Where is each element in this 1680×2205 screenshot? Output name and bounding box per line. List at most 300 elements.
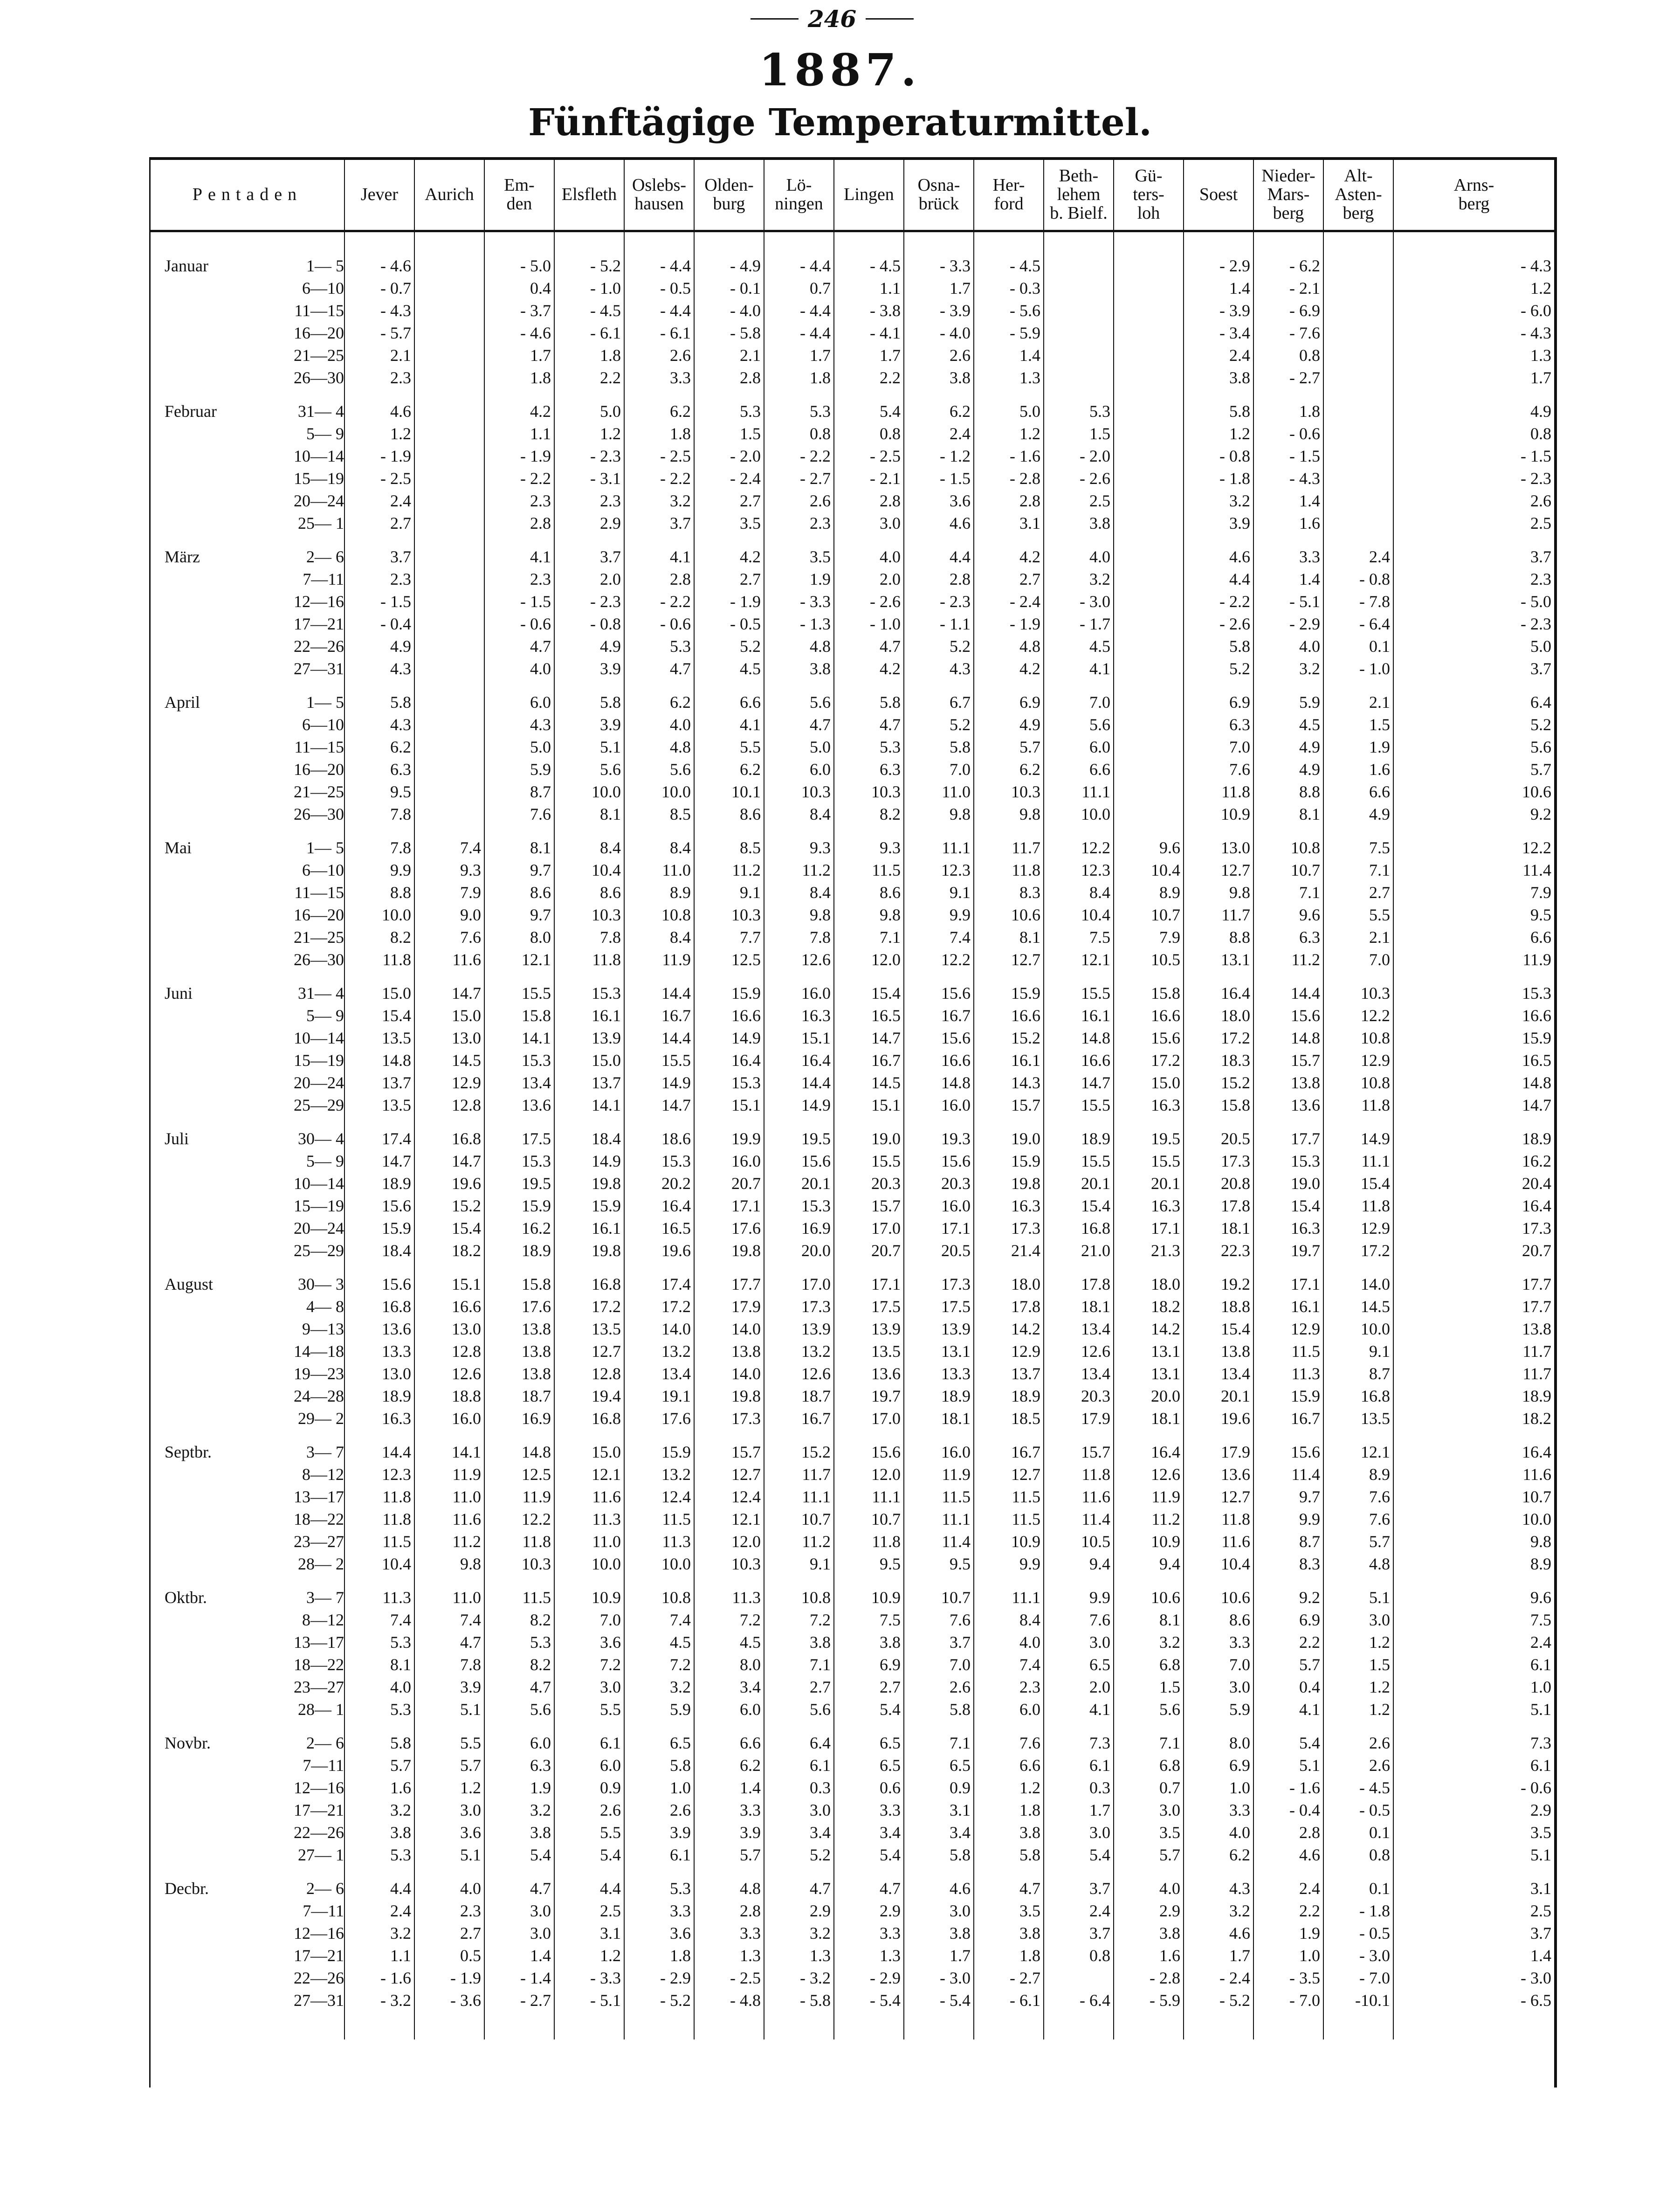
pentade-label (151, 1653, 344, 1676)
temperature-cell: -10.1 (1323, 1989, 1393, 2011)
temperature-cell: 11.5 (484, 1575, 554, 1609)
temperature-cell: 1.8 (764, 366, 834, 389)
filler-cell (554, 2011, 624, 2039)
temperature-cell (414, 568, 484, 590)
temperature-cell: 6.1 (624, 1844, 694, 1866)
temperature-cell: 16.8 (344, 1295, 414, 1318)
temperature-cell: 15.2 (1184, 1071, 1253, 1094)
page-number-text: 246 (807, 5, 857, 33)
temperature-cell: 4.5 (694, 1631, 764, 1653)
filler-cell (484, 2011, 554, 2039)
filler-cell (694, 2011, 764, 2039)
temperature-cell: 2.7 (344, 512, 414, 534)
temperature-cell (1044, 231, 1114, 277)
temperature-cell: 1.9 (1323, 736, 1393, 758)
temperature-cell: 14.1 (414, 1430, 484, 1463)
temperature-cell: 9.1 (1323, 1340, 1393, 1362)
temperature-cell: 11.8 (554, 948, 624, 971)
temperature-cell: 11.2 (764, 1530, 834, 1553)
temperature-cell: 4.5 (1253, 713, 1323, 736)
header-row (151, 160, 1554, 231)
month-name: Januar (165, 256, 208, 275)
temperature-cell: 5.1 (1323, 1575, 1393, 1609)
temperature-cell: 6.8 (1114, 1653, 1184, 1676)
temperature-cell (1114, 389, 1184, 422)
temperature-cell: 11.1 (1044, 781, 1114, 803)
temperature-cell: 3.1 (974, 512, 1044, 534)
temperature-cell: 6.0 (554, 1754, 624, 1776)
temperature-cell: 9.1 (694, 881, 764, 904)
temperature-cell: 2.6 (1323, 1721, 1393, 1754)
temperature-cell: - 2.4 (694, 467, 764, 490)
table-row (151, 590, 1554, 613)
temperature-cell: - 1.6 (974, 445, 1044, 467)
temperature-cell: 10.6 (1184, 1575, 1253, 1609)
temperature-cell: 6.2 (974, 758, 1044, 781)
temperature-cell: 3.2 (1114, 1631, 1184, 1653)
pentade-range: 15—19 (294, 1196, 344, 1215)
temperature-cell: 2.7 (694, 490, 764, 512)
temperature-cell: 3.5 (694, 512, 764, 534)
temperature-cell: - 6.4 (1323, 613, 1393, 635)
header-station-5: Oslebs- hausen (624, 160, 694, 231)
page-number-dash-left (750, 18, 799, 20)
temperature-cell: 0.1 (1323, 1821, 1393, 1844)
temperature-cell (1114, 490, 1184, 512)
temperature-cell: 10.7 (834, 1508, 904, 1530)
pentade-label (151, 1027, 344, 1049)
temperature-cell: 3.3 (624, 1900, 694, 1922)
temperature-cell: 18.9 (1044, 1116, 1114, 1150)
temperature-cell: 17.7 (1522, 1275, 1551, 1293)
temperature-cell: - 2.9 (834, 1967, 904, 1989)
temperature-cell (1114, 758, 1184, 781)
temperature-cell: 19.5 (1114, 1116, 1184, 1150)
temperature-cell: 3.9 (414, 1676, 484, 1698)
temperature-cell: 1.3 (834, 1944, 904, 1967)
temperature-cell: 9.5 (344, 781, 414, 803)
temperature-cell: 15.4 (344, 1004, 414, 1027)
temperature-cell: 3.0 (1323, 1609, 1393, 1631)
temperature-cell: 4.0 (1184, 1821, 1253, 1844)
temperature-cell: 2.4 (1044, 1900, 1114, 1922)
month-name: Februar (165, 402, 217, 421)
temperature-cell: 9.8 (834, 904, 904, 926)
temperature-cell: 1.7 (1184, 1944, 1253, 1967)
temperature-cell: 5.1 (1530, 1700, 1551, 1719)
temperature-cell: 8.6 (484, 881, 554, 904)
pentade-range: 31— 4 (298, 984, 344, 1002)
temperature-cell (1323, 389, 1393, 422)
pentade-range: 23—27 (294, 1532, 344, 1551)
temperature-cell: 17.4 (624, 1262, 694, 1295)
temperature-cell (1323, 231, 1393, 277)
temperature-cell: 3.3 (1253, 534, 1323, 568)
temperature-cell: 5.6 (1530, 738, 1551, 756)
temperature-cell: 11.4 (1044, 1508, 1114, 1530)
temperature-cell: 7.6 (974, 1721, 1044, 1754)
temperature-cell: 3.7 (554, 534, 624, 568)
temperature-cell: 5.1 (554, 736, 624, 758)
temperature-cell: 5.9 (624, 1698, 694, 1721)
temperature-cell: 8.5 (694, 825, 764, 859)
temperature-cell: 1.2 (344, 422, 414, 445)
temperature-cell: 7.8 (554, 926, 624, 948)
temperature-cell (1114, 713, 1184, 736)
temperature-cell (1114, 512, 1184, 534)
temperature-cell: 6.2 (344, 736, 414, 758)
temperature-cell: 6.3 (834, 758, 904, 781)
temperature-cell: 3.7 (1044, 1922, 1114, 1944)
temperature-cell: 17.5 (904, 1295, 974, 1318)
temperature-cell: - 3.0 (904, 1967, 974, 1989)
temperature-cell: 4.9 (1253, 758, 1323, 781)
temperature-cell: 5.5 (694, 736, 764, 758)
temperature-cell: 11.8 (1323, 1094, 1393, 1116)
temperature-cell: - 1.6 (1253, 1776, 1323, 1799)
temperature-cell: 6.6 (694, 1721, 764, 1754)
temperature-cell: 19.6 (414, 1172, 484, 1195)
temperature-cell: 8.6 (1184, 1609, 1253, 1631)
temperature-cell: 17.2 (1184, 1027, 1253, 1049)
table-row (151, 512, 1554, 534)
pentade-label (151, 445, 344, 467)
temperature-cell: 10.3 (694, 904, 764, 926)
temperature-cell: - 2.7 (974, 1967, 1044, 1989)
pentade-range: 28— 2 (298, 1555, 344, 1573)
temperature-cell: 16.1 (554, 1217, 624, 1239)
temperature-cell: 3.9 (694, 1821, 764, 1844)
table-row (151, 1821, 1554, 1844)
temperature-cell: 10.3 (1323, 971, 1393, 1004)
temperature-cell: 7.6 (414, 926, 484, 948)
temperature-cell: 6.2 (694, 758, 764, 781)
temperature-cell: 6.5 (1044, 1653, 1114, 1676)
table-row (151, 1217, 1554, 1239)
temperature-cell: 7.6 (1323, 1508, 1393, 1530)
pentade-range: 3— 7 (306, 1443, 344, 1461)
pentade-label (151, 1575, 344, 1609)
temperature-cell: 5.1 (414, 1698, 484, 1721)
temperature-cell: 1.7 (1530, 368, 1551, 387)
temperature-cell: 5.6 (554, 758, 624, 781)
pentade-range: 17—21 (294, 1801, 344, 1819)
temperature-cell: 20.5 (1184, 1116, 1253, 1150)
temperature-cell: - 2.9 (624, 1967, 694, 1989)
temperature-cell: - 2.0 (694, 445, 764, 467)
temperature-cell: - 2.6 (834, 590, 904, 613)
temperature-cell: 10.0 (554, 1553, 624, 1575)
temperature-cell: - 3.0 (1521, 1969, 1551, 1987)
temperature-cell: - 3.4 (1184, 322, 1253, 344)
temperature-cell: 13.1 (904, 1340, 974, 1362)
temperature-cell: 1.0 (1253, 1944, 1323, 1967)
temperature-cell: 6.9 (834, 1653, 904, 1676)
month-name: April (165, 693, 200, 712)
table-row (151, 948, 1554, 971)
temperature-cell: 4.9 (1253, 736, 1323, 758)
temperature-cell: 11.0 (414, 1486, 484, 1508)
temperature-cell: 2.2 (1253, 1631, 1323, 1653)
temperature-cell: 16.6 (694, 1004, 764, 1027)
temperature-cell: 7.0 (1184, 1653, 1253, 1676)
table-row (151, 1239, 1554, 1262)
temperature-cell: 4.6 (344, 389, 414, 422)
temperature-cell: 12.3 (904, 859, 974, 881)
temperature-cell: 18.6 (624, 1116, 694, 1150)
header-station-8: Lingen (834, 160, 904, 231)
temperature-cell: 6.2 (904, 389, 974, 422)
temperature-cell: 18.7 (764, 1385, 834, 1407)
pentade-label (151, 904, 344, 926)
temperature-cell: 0.8 (834, 422, 904, 445)
temperature-cell: 15.5 (1044, 1150, 1114, 1172)
table-row (151, 344, 1554, 366)
temperature-cell: - 4.8 (694, 1989, 764, 2011)
temperature-cell: 6.1 (1530, 1756, 1551, 1775)
pentade-range: 4— 8 (306, 1297, 344, 1316)
temperature-cell: 7.8 (344, 825, 414, 859)
pentade-label (151, 736, 344, 758)
temperature-cell: 5.8 (904, 1844, 974, 1866)
temperature-cell (1114, 277, 1184, 299)
temperature-cell: 12.9 (1323, 1049, 1393, 1071)
temperature-cell: 20.3 (834, 1172, 904, 1195)
temperature-cell: - 2.3 (1521, 615, 1551, 633)
temperature-cell: 11.8 (1184, 781, 1253, 803)
temperature-cell: 19.7 (834, 1385, 904, 1407)
temperature-cell: 10.0 (554, 781, 624, 803)
temperature-cell (1323, 366, 1393, 389)
temperature-cell: 1.2 (1530, 279, 1551, 297)
table-row (151, 1340, 1554, 1362)
temperature-cell: - 2.7 (764, 467, 834, 490)
pentade-label (151, 1967, 344, 1989)
temperature-cell: 9.3 (834, 825, 904, 859)
temperature-cell: 9.9 (344, 859, 414, 881)
table-row (151, 1776, 1554, 1799)
temperature-cell: 12.6 (764, 1362, 834, 1385)
temperature-cell: 7.9 (414, 881, 484, 904)
temperature-cell: 5.2 (904, 635, 974, 657)
pentade-label (151, 1799, 344, 1821)
temperature-cell: - 5.8 (694, 322, 764, 344)
temperature-cell: 5.3 (1044, 389, 1114, 422)
table-row (151, 1172, 1554, 1195)
temperature-cell (414, 322, 484, 344)
temperature-cell: 5.3 (834, 736, 904, 758)
temperature-cell: 12.5 (694, 948, 764, 971)
temperature-cell: 18.1 (1044, 1295, 1114, 1318)
temperature-cell: 13.6 (834, 1362, 904, 1385)
temperature-cell: 9.8 (1184, 881, 1253, 904)
temperature-cell: 1.6 (344, 1776, 414, 1799)
temperature-cell: 3.6 (904, 490, 974, 512)
temperature-cell: 3.9 (624, 1821, 694, 1844)
temperature-cell: 3.8 (1044, 512, 1114, 534)
temperature-cell: 16.8 (554, 1407, 624, 1430)
temperature-cell: 4.3 (344, 657, 414, 680)
table-row (151, 1922, 1554, 1944)
temperature-cell: 2.4 (344, 1900, 414, 1922)
temperature-cell: 15.3 (1522, 984, 1551, 1002)
temperature-cell: 15.6 (1253, 1430, 1323, 1463)
temperature-cell: 13.9 (904, 1318, 974, 1340)
temperature-cell: - 4.0 (904, 322, 974, 344)
table-row (151, 1094, 1554, 1116)
temperature-cell: 7.3 (1530, 1734, 1551, 1752)
temperature-cell: 14.7 (1044, 1071, 1114, 1094)
temperature-cell: 7.4 (904, 926, 974, 948)
temperature-cell: 16.8 (1323, 1385, 1393, 1407)
temperature-cell: 15.9 (1522, 1029, 1551, 1047)
temperature-cell: - 1.1 (904, 613, 974, 635)
pentade-range: 18—22 (294, 1655, 344, 1674)
temperature-cell: 5.0 (1530, 637, 1551, 656)
temperature-cell: - 0.5 (624, 277, 694, 299)
temperature-cell: 6.0 (974, 1698, 1044, 1721)
pentade-range: 22—26 (294, 637, 344, 656)
temperature-cell: 7.8 (764, 926, 834, 948)
pentade-label (151, 1866, 344, 1900)
temperature-cell: 16.0 (694, 1150, 764, 1172)
temperature-cell: - 6.1 (974, 1989, 1044, 2011)
pentade-label (151, 1239, 344, 1262)
temperature-cell: - 5.9 (974, 322, 1044, 344)
temperature-cell: 11.6 (554, 1486, 624, 1508)
temperature-cell: 2.6 (554, 1799, 624, 1821)
temperature-cell: 11.9 (414, 1463, 484, 1486)
pentade-label (151, 1486, 344, 1508)
temperature-cell: 10.0 (344, 904, 414, 926)
temperature-cell: 2.7 (414, 1922, 484, 1944)
temperature-cell: 8.5 (624, 803, 694, 825)
temperature-cell: 13.5 (834, 1340, 904, 1362)
temperature-cell: - 2.2 (484, 467, 554, 490)
temperature-cell: 16.3 (764, 1004, 834, 1027)
temperature-cell: 13.9 (764, 1318, 834, 1340)
pentade-range: 21—25 (294, 928, 344, 947)
temperature-cell: 18.9 (344, 1385, 414, 1407)
temperature-cell: 16.4 (694, 1049, 764, 1071)
temperature-cell: 16.4 (1522, 1196, 1551, 1215)
temperature-cell (414, 657, 484, 680)
temperature-cell (414, 534, 484, 568)
temperature-cell: 2.3 (554, 490, 624, 512)
temperature-cell: 5.5 (1323, 904, 1393, 926)
temperature-cell: 3.2 (764, 1922, 834, 1944)
temperature-cell: - 2.2 (1184, 590, 1253, 613)
temperature-cell: 1.8 (974, 1944, 1044, 1967)
temperature-cell: 5.3 (344, 1631, 414, 1653)
temperature-cell: 10.8 (1253, 825, 1323, 859)
temperature-cell: 3.3 (624, 366, 694, 389)
temperature-cell: 9.9 (1044, 1575, 1114, 1609)
temperature-cell: - 3.3 (764, 590, 834, 613)
pentade-range: 2— 6 (306, 1879, 344, 1898)
temperature-cell: 5.6 (624, 758, 694, 781)
temperature-cell: 5.4 (834, 1698, 904, 1721)
temperature-cell: 2.4 (344, 490, 414, 512)
temperature-cell: 5.8 (974, 1844, 1044, 1866)
temperature-cell: 3.0 (414, 1799, 484, 1821)
temperature-cell: 5.3 (624, 635, 694, 657)
temperature-cell: 13.4 (624, 1362, 694, 1385)
temperature-cell: 1.0 (624, 1776, 694, 1799)
temperature-cell: 12.2 (484, 1508, 554, 1530)
temperature-cell: 10.8 (1323, 1071, 1393, 1094)
temperature-cell: 0.1 (1323, 1866, 1393, 1900)
temperature-cell: 3.4 (834, 1821, 904, 1844)
temperature-cell: 7.4 (414, 1609, 484, 1631)
temperature-cell: 13.8 (484, 1318, 554, 1340)
table-row (151, 1027, 1554, 1049)
temperature-cell: 7.0 (1044, 680, 1114, 713)
table-row (151, 534, 1554, 568)
temperature-cell: 7.2 (554, 1653, 624, 1676)
temperature-cell: - 1.5 (904, 467, 974, 490)
pentade-label (151, 1150, 344, 1172)
pentade-range: 25— 1 (298, 514, 344, 532)
temperature-cell: 5.4 (484, 1844, 554, 1866)
temperature-cell: - 0.6 (1253, 422, 1323, 445)
year-heading: 1887. (759, 44, 921, 96)
temperature-cell: 4.2 (974, 657, 1044, 680)
temperature-cell: 10.3 (834, 781, 904, 803)
pentade-range: 8—12 (302, 1465, 344, 1484)
temperature-cell (1114, 781, 1184, 803)
temperature-cell: 11.9 (1522, 950, 1551, 969)
temperature-cell: 13.3 (904, 1362, 974, 1385)
header-station-10: Her- ford (974, 160, 1044, 231)
table-row (151, 1844, 1554, 1866)
temperature-cell: 15.9 (694, 971, 764, 1004)
temperature-cell: 8.4 (624, 926, 694, 948)
temperature-cell: 5.2 (694, 635, 764, 657)
temperature-cell: - 4.4 (764, 322, 834, 344)
temperature-cell (1114, 344, 1184, 366)
temperature-cell: 10.1 (694, 781, 764, 803)
temperature-cell: - 0.6 (624, 613, 694, 635)
table-row (151, 1295, 1554, 1318)
temperature-cell: 0.3 (1044, 1776, 1114, 1799)
temperature-cell: 16.6 (1522, 1006, 1551, 1025)
temperature-cell: 10.6 (974, 904, 1044, 926)
temperature-cell: 6.4 (1530, 693, 1551, 712)
temperature-cell: - 4.3 (1253, 467, 1323, 490)
temperature-cell: 15.0 (554, 1430, 624, 1463)
temperature-cell: 20.0 (1114, 1385, 1184, 1407)
pentade-label (151, 971, 344, 1004)
temperature-cell: 15.9 (344, 1217, 414, 1239)
temperature-cell: 9.8 (974, 803, 1044, 825)
temperature-cell: 10.4 (554, 859, 624, 881)
header-station-4: Elsfleth (554, 160, 624, 231)
temperature-cell: 14.4 (1253, 971, 1323, 1004)
temperature-cell: 5.9 (484, 758, 554, 781)
temperature-cell: 16.6 (414, 1295, 484, 1318)
temperature-cell: - 5.2 (1184, 1989, 1253, 2011)
temperature-cell: 12.2 (904, 948, 974, 971)
temperature-cell: 17.8 (1184, 1195, 1253, 1217)
temperature-cell: 15.7 (834, 1195, 904, 1217)
pentade-label (151, 1631, 344, 1653)
temperature-cell (1044, 299, 1114, 322)
temperature-cell: 11.0 (414, 1575, 484, 1609)
month-name: Juni (165, 984, 193, 1002)
table-row (151, 613, 1554, 635)
temperature-cell: 8.3 (1253, 1553, 1323, 1575)
